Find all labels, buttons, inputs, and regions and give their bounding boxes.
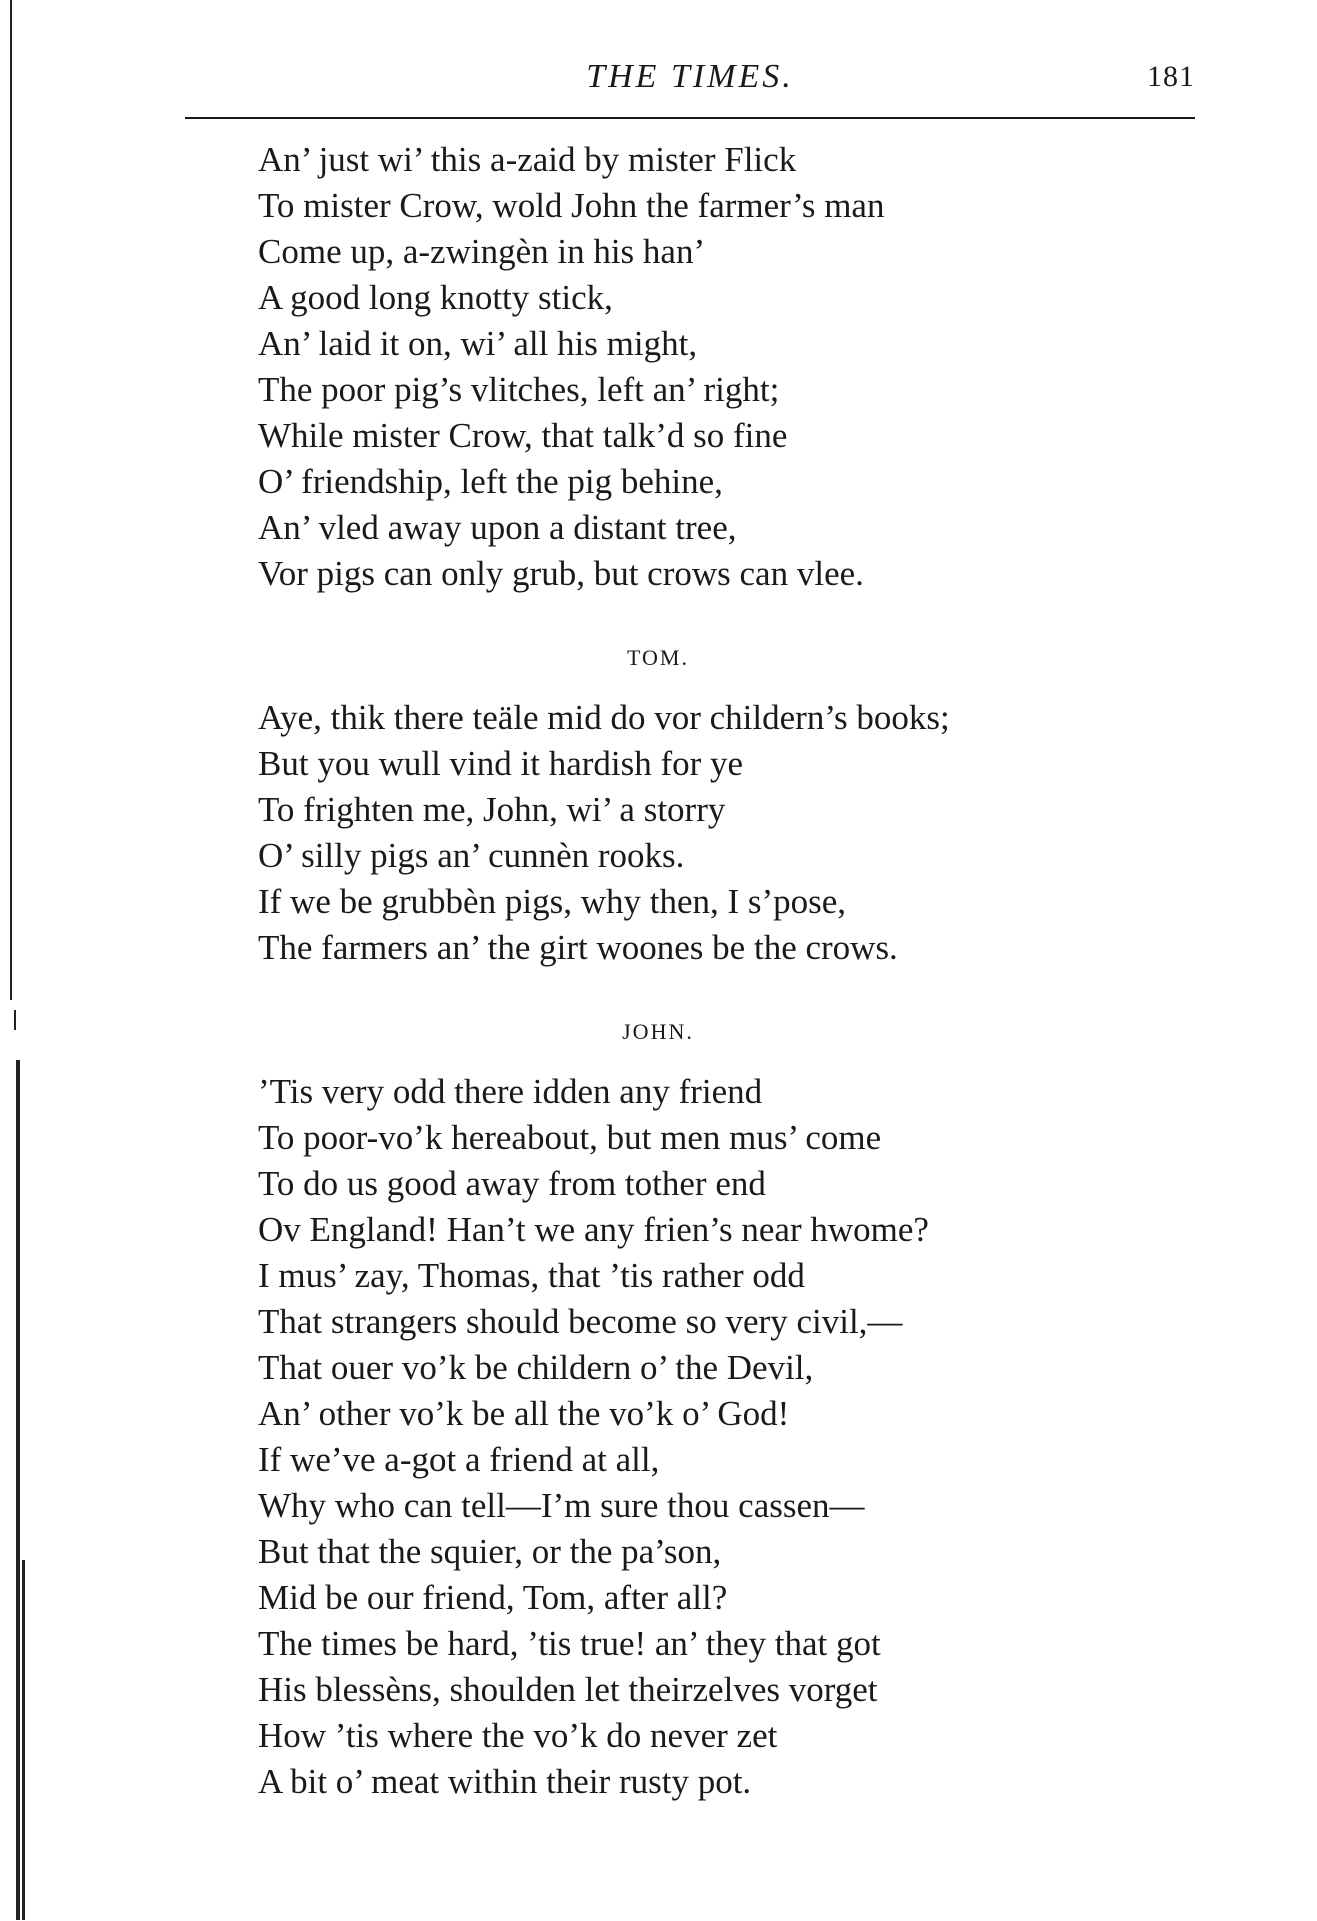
verse-line: An’ laid it on, wi’ all his might, xyxy=(258,324,698,363)
scan-edge-line xyxy=(22,1560,25,1920)
verse-line: Come up, a-zwingèn in his han’ xyxy=(258,232,706,271)
stanza-john xyxy=(258,1017,1158,1805)
verse-line: That strangers should become so very civil,— xyxy=(258,1302,903,1341)
stanza-narration xyxy=(258,137,1158,597)
verse-line: The times be hard, ’tis true! an’ they that got xyxy=(258,1624,881,1663)
verse-line: Vor pigs can only grub, but crows can vlee. xyxy=(258,554,864,593)
stanza-tom xyxy=(258,643,1158,971)
verse-line: I mus’ zay, Thomas, that ’tis rather odd xyxy=(258,1256,805,1295)
header-rule xyxy=(185,117,1195,119)
verse-line: His blessèns, shoulden let theirzelves vorget xyxy=(258,1670,878,1709)
verse-line: An’ other vo’k be all the vo’k o’ God! xyxy=(258,1394,790,1433)
running-title: THE TIMES. xyxy=(586,58,794,95)
page-number: 181 xyxy=(1147,60,1195,93)
page-header xyxy=(185,58,1195,106)
verse-line: The farmers an’ the girt woones be the crows. xyxy=(258,928,898,967)
verse-line: O’ friendship, left the pig behine, xyxy=(258,462,723,501)
verse-line: An’ vled away upon a distant tree, xyxy=(258,508,737,547)
poem-body xyxy=(258,137,1158,1805)
scan-edge-line xyxy=(16,1060,20,1920)
verse-line: A good long knotty stick, xyxy=(258,278,613,317)
verse-line: Mid be our friend, Tom, after all? xyxy=(258,1578,728,1617)
verse-line: That ouer vo’k be childern o’ the Devil, xyxy=(258,1348,814,1387)
verse-line: O’ silly pigs an’ cunnèn rooks. xyxy=(258,836,685,875)
verse-line: How ’tis where the vo’k do never zet xyxy=(258,1716,778,1755)
verse-line: If we be grubbèn pigs, why then, I s’pose, xyxy=(258,882,847,921)
verse-line: If we’ve a-got a friend at all, xyxy=(258,1440,660,1479)
verse-line: But you wull vind it hardish for ye xyxy=(258,744,744,783)
verse-line: While mister Crow, that talk’d so fine xyxy=(258,416,788,455)
speaker-label-john: JOHN. xyxy=(622,1019,694,1044)
verse-line: To frighten me, John, wi’ a storry xyxy=(258,790,726,829)
verse-line: To do us good away from tother end xyxy=(258,1164,766,1203)
verse-line: But that the squier, or the pa’son, xyxy=(258,1532,722,1571)
scan-edge-line xyxy=(10,0,12,1000)
scan-edge-line xyxy=(14,1010,16,1030)
verse-line: Aye, thik there teäle mid do vor childern’s books; xyxy=(258,698,950,737)
verse-line: Why who can tell—I’m sure thou cassen— xyxy=(258,1486,865,1525)
verse-line: The poor pig’s vlitches, left an’ right; xyxy=(258,370,780,409)
verse-line: A bit o’ meat within their rusty pot. xyxy=(258,1762,752,1801)
verse-line: Ov England! Han’t we any frien’s near hwome? xyxy=(258,1210,929,1249)
speaker-label-tom: TOM. xyxy=(627,645,689,670)
verse-line: To mister Crow, wold John the farmer’s man xyxy=(258,186,885,225)
verse-line: An’ just wi’ this a-zaid by mister Flick xyxy=(258,140,797,179)
verse-line: To poor-vo’k hereabout, but men mus’ come xyxy=(258,1118,882,1157)
verse-line: ’Tis very odd there idden any friend xyxy=(258,1072,763,1111)
